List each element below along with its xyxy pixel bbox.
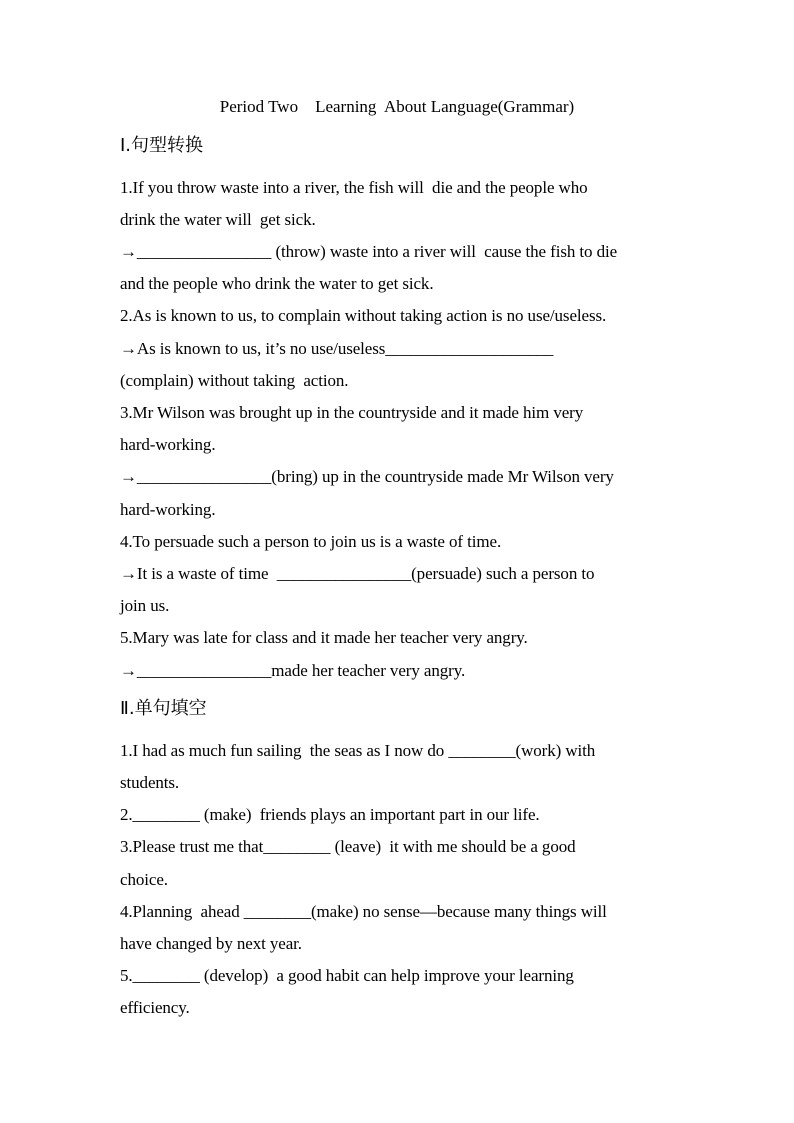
- exercise-line: choice.: [120, 870, 168, 889]
- section-heading-sentence-transformation: Ⅰ.句型转换: [120, 135, 204, 156]
- exercise-line: join us.: [120, 596, 170, 615]
- exercise-line: 4.Planning ahead ________(make) no sense—because many things will: [120, 902, 607, 921]
- exercise-line: have changed by next year.: [120, 934, 302, 953]
- exercise-line: 3.Please trust me that________ (leave) it with me should be a good: [120, 837, 576, 856]
- exercise-line: →________________(bring) up in the countryside made Mr Wilson very: [120, 467, 614, 486]
- exercise-line: 1.I had as much fun sailing the seas as I now do ________(work) with: [120, 741, 596, 760]
- section-heading-single-sentence-fill: Ⅱ.单句填空: [120, 698, 207, 719]
- page-title: Period Two Learning About Language(Grammar): [219, 97, 575, 116]
- exercise-line: drink the water will get sick.: [120, 210, 316, 229]
- exercise-line: 2.________ (make) friends plays an important part in our life.: [120, 805, 540, 824]
- exercise-line: and the people who drink the water to get sick.: [120, 274, 434, 293]
- exercise-line: →________________made her teacher very angry.: [120, 661, 466, 680]
- exercise-line: →It is a waste of time ________________(persuade) such a person to: [120, 564, 595, 583]
- exercise-line: →As is known to us, it’s no use/useless____________________: [120, 339, 554, 358]
- exercise-line: 5.Mary was late for class and it made her teacher very angry.: [120, 628, 528, 647]
- exercise-line: hard-working.: [120, 500, 216, 519]
- exercise-line: 3.Mr Wilson was brought up in the countryside and it made him very: [120, 403, 584, 422]
- exercise-line: students.: [120, 773, 180, 792]
- exercise-line: hard-working.: [120, 435, 216, 454]
- exercise-line: →________________ (throw) waste into a river will cause the fish to die: [120, 242, 618, 261]
- exercise-line: 5.________ (develop) a good habit can help improve your learning: [120, 966, 574, 985]
- exercise-line: efficiency.: [120, 998, 190, 1017]
- exercise-line: (complain) without taking action.: [120, 371, 349, 390]
- exercise-line: 4.To persuade such a person to join us is a waste of time.: [120, 532, 502, 551]
- exercise-line: 2.As is known to us, to complain without taking action is no use/useless.: [120, 306, 607, 325]
- exercise-line: 1.If you throw waste into a river, the fish will die and the people who: [120, 178, 588, 197]
